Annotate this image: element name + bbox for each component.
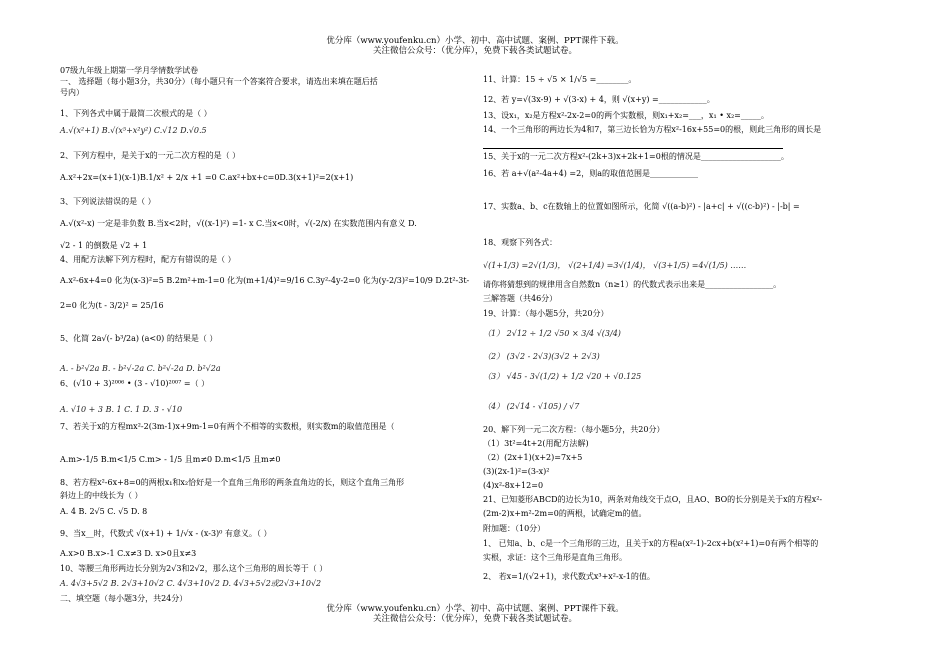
question-1: 1、下列各式中属于最简二次根式的是（ ） bbox=[60, 109, 212, 118]
question-12: 12、若 y=√(3x-9) + √(3-x) + 4，则 √(x+y) =____________。 bbox=[483, 95, 715, 104]
bonus-question-1-cont: 实根，求证：这个三角形是直角三角形。 bbox=[483, 553, 627, 562]
question-3: 3、下列说法错误的是（ ） bbox=[60, 197, 156, 206]
footer-line-1: 优分库（www.youfenku.cn）小学、初中、高中试题、案例、PPT课件下载。 bbox=[326, 604, 624, 614]
section-1-heading: 一、 选择题（每小题3分，共30分）（每小题只有一个答案符合要求，请选出来填在题后括 bbox=[60, 77, 378, 86]
question-18-prompt: 请你将猜想到的规律用含自然数n（n≥1）的代数式表示出来是_________________。 bbox=[483, 280, 782, 289]
question-19-part-1: （1） 2√12 ÷ 1/2 √50 × 3/4 √(3/4) bbox=[483, 329, 621, 338]
question-8-cont: 斜边上的中线长为（ ） bbox=[60, 491, 143, 500]
question-9-options: A.x>0 B.x>-1 C.x≠3 D. x>0且x≠3 bbox=[60, 549, 197, 558]
question-3-options: A.√(x²-x) 一定是非负数 B.当x<2时，√((x-1)²) =1- x C.当x<0时，√(-2/x) 在实数范围内有意义 D. bbox=[60, 219, 417, 228]
question-13: 13、设x₁，x₂是方程x²-2x-2=0的两个实数根，则x₁+x₂=___，x₁ • x₂=_____。 bbox=[483, 111, 769, 120]
question-20: 20、解下列一元二次方程：（每小题5分，共20分） bbox=[483, 425, 665, 434]
question-9: 9、当x__时，代数式 √(x+1) + 1/√x - (x-3)⁰ 有意义。（ ） bbox=[60, 529, 272, 538]
question-5-options: A. - b²√2a B. - b²√-2a C. b²√-2a D. b²√2a bbox=[60, 364, 221, 373]
question-21-cont: (2m-2)x+m²-2m=0的两根，试确定m的值。 bbox=[483, 509, 647, 518]
question-6-options: A. √10 + 3 B. 1 C. 1 D. 3 - √10 bbox=[60, 405, 183, 414]
question-18-pattern: √(1+1/3) =2√(1/3)， √(2+1/4) =3√(1/4)， √(3+1/5) =4√(1/5) …… bbox=[483, 261, 747, 270]
question-16: 16、若 a+√(a²-4a+4) =2，则a的取值范围是____________ bbox=[483, 169, 698, 178]
question-4: 4、用配方法解下列方程时，配方有错误的是（ ） bbox=[60, 255, 236, 264]
question-19-part-2: （2） (3√2 - 2√3)(3√2 + 2√3) bbox=[483, 352, 600, 361]
question-4-options-cont: 2=0 化为(t - 3/2)² = 25/16 bbox=[60, 301, 164, 310]
header-line-2: 关注微信公众号：（优分库），免费下载各类试题试卷。 bbox=[372, 46, 577, 56]
section-3-heading: 三解答题（共46分） bbox=[483, 294, 558, 303]
question-4-options: A.x²-6x+4=0 化为(x-3)²=5 B.2m²+m-1=0 化为(m+1/4)²=9/16 C.3y²-4y-2=0 化为(y-2/3)²=10/9 D.2t²-3t- bbox=[60, 276, 470, 285]
question-10: 10、等腰三角形两边长分别为2√3和2√2，那么这个三角形的周长等于（ ） bbox=[60, 564, 328, 573]
page-footer bbox=[0, 604, 950, 624]
section-2-heading: 二、填空题（每小题3分，共24分） bbox=[60, 594, 188, 603]
question-1-options: A.√(x²+1) B.√(x⁵+x²y²) C.√12 D.√0.5 bbox=[60, 126, 207, 135]
question-14-answer-blank[interactable] bbox=[483, 139, 783, 149]
question-11: 11、计算：15 ÷ √5 × 1/√5 =________。 bbox=[483, 75, 637, 84]
question-6: 6、(√10 + 3)²⁰⁰⁶ • (3 - √10)²⁰⁰⁷ =（ ） bbox=[60, 379, 210, 388]
question-19: 19、计算：（每小题5分，共20分） bbox=[483, 309, 609, 318]
question-20-part-1: （1）3t²=4t+2(用配方法解) bbox=[483, 439, 589, 448]
exam-title: 07级九年级上期第一学月学情数学试卷 bbox=[60, 66, 199, 75]
question-18: 18、观察下列各式： bbox=[483, 238, 558, 247]
question-5: 5、化简 2a√(- b³/2a) (a<0) 的结果是（ ） bbox=[60, 334, 218, 343]
header-line-1: 优分库（www.youfenku.cn）小学、初中、高中试题、案例、PPT课件下载。 bbox=[326, 36, 624, 46]
question-20-part-2: （2）(2x+1)(x+2)=7x+5 bbox=[483, 453, 583, 462]
bonus-question-1: 1、 已知a、b、c是一个三角形的三边，且关于x的方程a(x²-1)-2cx+b(x²+1)=0有两个相等的 bbox=[483, 539, 819, 548]
question-7: 7、若关于x的方程mx²-2(3m-1)x+9m-1=0有两个不相等的实数根，则实数m的取值范围是（ bbox=[60, 422, 395, 431]
question-21: 21、已知菱形ABCD的边长为10，两条对角线交于点O，且AO、BO的长分别是关于x的方程x²- bbox=[483, 495, 823, 504]
question-10-options: A. 4√3+5√2 B. 2√3+10√2 C. 4√3+10√2 D. 4√3+5√2或2√3+10√2 bbox=[60, 579, 322, 588]
question-7-options: A.m>-1/5 B.m<1/5 C.m> - 1/5 且m≠0 D.m<1/5 且m≠0 bbox=[60, 455, 281, 464]
footer-line-2: 关注微信公众号：（优分库），免费下载各类试题试卷。 bbox=[372, 614, 577, 624]
bonus-heading: 附加题：（10分） bbox=[483, 524, 546, 533]
question-2-options: A.x²+2x=(x+1)(x-1)B.1/x² + 2/x +1 =0 C.ax²+bx+c=0D.3(x+1)²=2(x+1) bbox=[60, 173, 354, 182]
question-2: 2、下列方程中，是关于x的一元二次方程的是（ ） bbox=[60, 151, 241, 160]
bonus-question-2: 2、 若x=1/(√2+1)，求代数式x³+x²-x-1的值。 bbox=[483, 572, 655, 581]
question-3-options-cont: √2 - 1 的倒数是 √2 + 1 bbox=[60, 241, 148, 250]
question-14: 14、一个三角形的两边长为4和7，第三边长恰为方程x²-16x+55=0的根，则此三角形的周长是 bbox=[483, 125, 822, 134]
question-15: 15、关于x的一元二次方程x²-(2k+3)x+2k+1=0根的情况是____________________。 bbox=[483, 152, 789, 161]
question-8-options: A. 4 B. 2√5 C. √5 D. 8 bbox=[60, 507, 148, 516]
question-19-part-4: （4） (2√14 - √105) / √7 bbox=[483, 402, 580, 411]
question-19-part-3: （3） √45 - 3√(1/2) + 1/2 √20 + √0.125 bbox=[483, 372, 642, 381]
section-1-heading-cont: 号内） bbox=[60, 88, 84, 97]
question-8: 8、若方程x²-6x+8=0的两根x₁和x₂恰好是一个直角三角形的两条直角边的长，则这个直角三角形 bbox=[60, 478, 405, 487]
question-20-part-4: (4)x²-8x+12=0 bbox=[483, 481, 544, 490]
question-17: 17、实数a、b、c在数轴上的位置如图所示，化简 √((a-b)²) - |a+c| + √((c-b)²) - |-b| = bbox=[483, 202, 800, 211]
page-header bbox=[0, 36, 950, 56]
question-20-part-3: (3)(2x-1)²=(3-x)² bbox=[483, 467, 550, 476]
